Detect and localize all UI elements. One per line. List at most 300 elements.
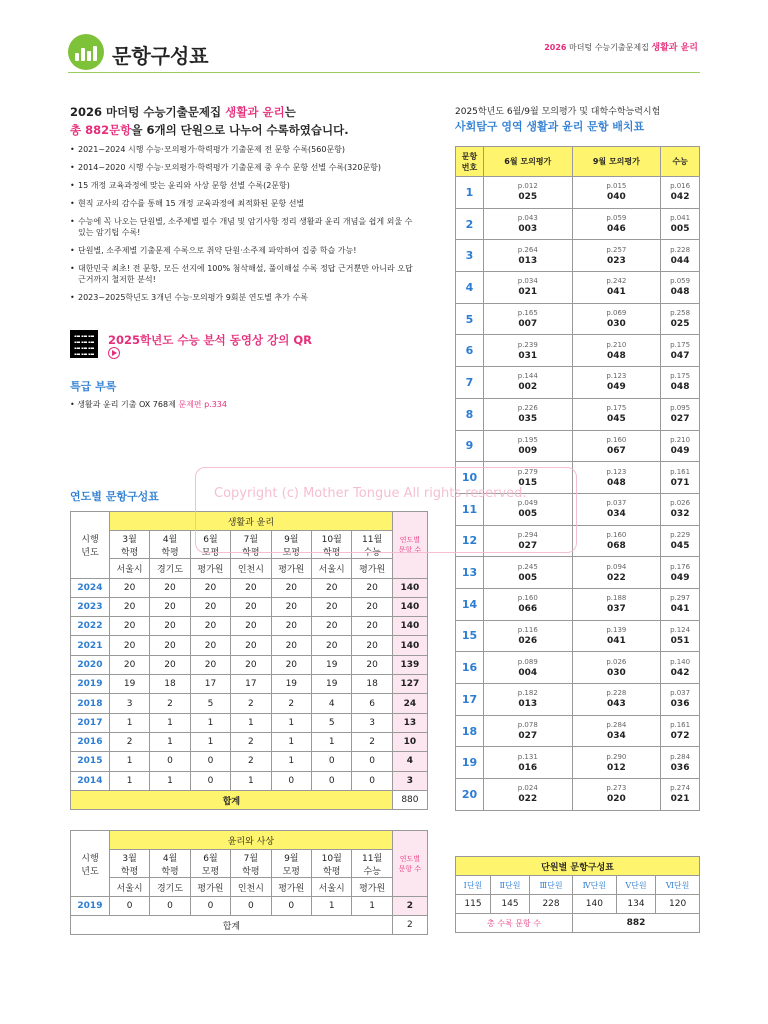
count-cell: 20 [352, 655, 392, 674]
count-cell: 0 [150, 752, 190, 771]
question-number: 12 [456, 525, 484, 557]
page-ref: p.043 [517, 214, 538, 223]
count-cell: 19 [271, 675, 311, 694]
source-header: 평가원 [271, 559, 311, 578]
placement-cell [572, 177, 661, 209]
table-row [71, 694, 428, 713]
count-cell: 20 [231, 655, 271, 674]
month-header: 10월 학평 [312, 531, 352, 559]
page-ref: p.015 [606, 182, 627, 191]
intro-suffix: 는 [284, 105, 296, 119]
unit-header: Ⅴ단원 [616, 876, 656, 895]
count-cell: 3 [109, 694, 149, 713]
page-ref: p.284 [606, 721, 627, 730]
placement-cell [484, 620, 573, 652]
question-ref: 022 [518, 794, 538, 805]
count-cell: 1 [109, 771, 149, 790]
page-ref: p.078 [517, 721, 538, 730]
intro-line-1 [70, 104, 296, 120]
placement-cell [572, 493, 661, 525]
count-cell: 17 [190, 675, 230, 694]
count-cell: 20 [312, 636, 352, 655]
placement-cell [484, 462, 573, 494]
feature-item: • 수능에 꼭 나오는 단원별, 소주제별 필수 개념 및 암기사항 정리 생활과 윤리 개념을 쉽게 외울 수 있는 암기팁 수록! [70, 216, 420, 238]
page-ref: p.245 [517, 562, 538, 571]
count-cell: 2 [150, 694, 190, 713]
placement-cell [572, 462, 661, 494]
count-cell: 20 [271, 655, 311, 674]
month-header: 7월 학평 [231, 531, 271, 559]
count-cell: 20 [271, 597, 311, 616]
source-header: 서울시 [312, 878, 352, 897]
question-ref: 030 [606, 667, 626, 678]
count-cell: 20 [231, 597, 271, 616]
page-ref: p.160 [606, 530, 627, 539]
question-ref: 020 [606, 794, 626, 805]
question-ref: 047 [670, 350, 690, 361]
table-row [456, 208, 700, 240]
unit-table-title: 단원별 문항구성표 [456, 857, 700, 876]
count-cell: 20 [312, 597, 352, 616]
question-ref: 021 [670, 794, 690, 805]
placement-cell [484, 240, 573, 272]
question-ref: 044 [670, 255, 690, 266]
count-cell: 2 [231, 752, 271, 771]
count-cell: 1 [312, 897, 352, 916]
count-cell: 0 [190, 897, 230, 916]
total-header: 연도별 문항 수 [392, 831, 427, 897]
chart-icon [68, 34, 104, 70]
placement-cell [484, 684, 573, 716]
count-cell: 20 [150, 578, 190, 597]
total-header: 연도별 문항 수 [392, 512, 427, 579]
page-ref: p.024 [517, 784, 538, 793]
placement-cell [661, 335, 700, 367]
ethics-table [70, 830, 428, 935]
count-cell: 0 [190, 752, 230, 771]
special-item-label: 생활과 윤리 기출 OX 768제 [77, 400, 176, 409]
count-cell: 20 [231, 636, 271, 655]
question-ref: 041 [606, 635, 626, 646]
placement-cell [572, 303, 661, 335]
table-row [71, 713, 428, 732]
table-row [456, 557, 700, 589]
placement-cell [572, 208, 661, 240]
table-row [456, 240, 700, 272]
year-cell: 2017 [71, 713, 110, 732]
count-cell: 1 [190, 732, 230, 751]
placement-cell [484, 779, 573, 811]
placement-cell [572, 715, 661, 747]
source-header: 인천시 [231, 559, 271, 578]
placement-cell [572, 272, 661, 304]
question-number: 16 [456, 652, 484, 684]
table-row [456, 303, 700, 335]
source-header: 평가원 [190, 559, 230, 578]
placement-cell [484, 303, 573, 335]
placement-cell [484, 430, 573, 462]
placement-cell [661, 525, 700, 557]
question-number: 6 [456, 335, 484, 367]
count-cell: 0 [352, 771, 392, 790]
placement-cell [572, 620, 661, 652]
special-appendix-item: • 생활과 윤리 기출 OX 768제 문제편 p.334 [70, 400, 227, 409]
table-row [71, 771, 428, 790]
table-row [456, 684, 700, 716]
question-number: 17 [456, 684, 484, 716]
placement-cell [572, 652, 661, 684]
month-header: 3월 학평 [109, 531, 149, 559]
page-ref: p.123 [606, 372, 627, 381]
count-cell: 1 [271, 713, 311, 732]
count-cell: 20 [109, 617, 149, 636]
feature-list [70, 144, 420, 310]
question-ref: 025 [518, 192, 538, 203]
year-total-cell: 140 [392, 597, 427, 616]
sum-value: 880 [392, 790, 427, 809]
series-name: 마더텅 수능기출문제집 [569, 43, 649, 52]
question-ref: 022 [606, 572, 626, 583]
page-ref: p.175 [670, 340, 691, 349]
placement-cell [661, 303, 700, 335]
table-row [456, 588, 700, 620]
placement-cell [572, 430, 661, 462]
count-cell: 2 [231, 694, 271, 713]
count-cell: 1 [312, 732, 352, 751]
total-value: 882 [573, 914, 700, 933]
unit-table [455, 856, 700, 933]
year-cell: 2021 [71, 636, 110, 655]
question-ref: 071 [670, 477, 690, 488]
table-row [456, 335, 700, 367]
table-row [456, 177, 700, 209]
placement-cell [661, 620, 700, 652]
page-ref: p.160 [517, 594, 538, 603]
placement-cell [661, 493, 700, 525]
page-ref: p.229 [670, 530, 691, 539]
placement-cell [661, 430, 700, 462]
count-cell: 5 [312, 713, 352, 732]
source-header: 서울시 [312, 559, 352, 578]
count-cell: 20 [190, 617, 230, 636]
page-ref: p.139 [606, 625, 627, 634]
count-cell: 1 [271, 732, 311, 751]
question-ref: 066 [518, 604, 538, 615]
year-cell: 2019 [71, 675, 110, 694]
placement-cell [484, 493, 573, 525]
feature-item: • 2014~2020 시행 수능·모의평가·학력평가 기출문제 중 우수 문항 선별 수록(320문항) [70, 162, 420, 173]
question-ref: 007 [518, 319, 538, 330]
table-row [456, 430, 700, 462]
question-ref: 041 [670, 604, 690, 615]
placement-cell [572, 240, 661, 272]
count-cell: 20 [150, 655, 190, 674]
placement-cell [661, 715, 700, 747]
question-ref: 048 [606, 477, 626, 488]
placement-cell [484, 367, 573, 399]
play-icon[interactable] [108, 347, 120, 359]
question-number: 19 [456, 747, 484, 779]
col-header-exam: 수능 [661, 147, 700, 177]
question-number: 8 [456, 398, 484, 430]
count-cell: 19 [109, 675, 149, 694]
page-ref: p.290 [606, 752, 627, 761]
table-row [71, 636, 428, 655]
question-ref: 042 [670, 667, 690, 678]
question-ref: 027 [670, 414, 690, 425]
count-cell: 6 [352, 694, 392, 713]
question-ref: 016 [518, 762, 538, 773]
page-ref: p.273 [606, 784, 627, 793]
placement-cell [484, 398, 573, 430]
count-cell: 0 [231, 897, 271, 916]
count-cell: 19 [312, 655, 352, 674]
question-ref: 067 [606, 445, 626, 456]
year-cell: 2020 [71, 655, 110, 674]
unit-header: Ⅲ단원 [530, 876, 573, 895]
year-cell: 2019 [71, 897, 110, 916]
table-row [456, 715, 700, 747]
unit-count: 140 [573, 895, 617, 914]
page-ref: p.069 [606, 309, 627, 318]
count-cell: 1 [109, 752, 149, 771]
month-header: 11월 수능 [352, 531, 392, 559]
placement-cell [661, 240, 700, 272]
placement-cell [572, 747, 661, 779]
source-header: 평가원 [352, 559, 392, 578]
placement-cell [661, 588, 700, 620]
count-cell: 20 [150, 636, 190, 655]
feature-item: • 단원별, 소주제별 기출문제 수록으로 취약 단원·소주제 파악하여 집중 학습 가능! [70, 245, 420, 256]
month-header: 6월 모평 [190, 531, 230, 559]
page-ref: p.012 [517, 182, 538, 191]
special-appendix-title: 특급 부록 [70, 380, 117, 393]
page-ref: p.037 [670, 689, 691, 698]
count-cell: 20 [271, 636, 311, 655]
placement-cell [661, 652, 700, 684]
count-cell: 0 [312, 752, 352, 771]
count-cell: 20 [109, 578, 149, 597]
subject-header: 생활과 윤리 [109, 512, 392, 531]
placement-cell [572, 335, 661, 367]
unit-header: Ⅱ단원 [490, 876, 529, 895]
feature-item: • 2023~2025학년도 3개년 수능·모의평가 9회분 연도별 추가 수록 [70, 292, 420, 303]
question-ref: 036 [670, 762, 690, 773]
series-label [544, 40, 698, 53]
page-ref: p.258 [670, 309, 691, 318]
question-ref: 042 [670, 192, 690, 203]
count-cell: 1 [150, 713, 190, 732]
sum-label: 합계 [71, 916, 393, 935]
year-total-cell: 139 [392, 655, 427, 674]
question-ref: 015 [518, 477, 538, 488]
page-ref: p.059 [670, 277, 691, 286]
count-cell: 0 [271, 897, 311, 916]
page-ref: p.176 [670, 562, 691, 571]
intro-total: 총 882문항 [70, 123, 132, 137]
page-ref: p.059 [606, 214, 627, 223]
count-cell: 2 [271, 694, 311, 713]
question-ref: 068 [606, 540, 626, 551]
page-ref: p.034 [517, 277, 538, 286]
page-ref: p.161 [670, 467, 691, 476]
sum-label: 합계 [71, 790, 393, 809]
count-cell: 1 [352, 897, 392, 916]
question-ref: 002 [518, 382, 538, 393]
table-row [71, 655, 428, 674]
placement-cell [484, 177, 573, 209]
qr-lecture-link[interactable]: 2025학년도 수능 분석 동영상 강의 QR [108, 333, 312, 347]
page-ref: p.144 [517, 372, 538, 381]
question-ref: 045 [670, 540, 690, 551]
question-number: 18 [456, 715, 484, 747]
count-cell: 3 [352, 713, 392, 732]
placement-cell [661, 272, 700, 304]
year-cell: 2022 [71, 617, 110, 636]
feature-item: • 대한민국 최초! 전 문항, 모든 선지에 100% 첨삭해설, 풀이해설 수록 정답 근거뿐만 아니라 오답 근거까지 철저한 분석! [70, 263, 420, 285]
placement-cell [661, 367, 700, 399]
page-ref: p.297 [670, 594, 691, 603]
page-ref: p.026 [670, 499, 691, 508]
count-cell: 18 [352, 675, 392, 694]
question-ref: 045 [606, 414, 626, 425]
question-ref: 030 [606, 319, 626, 330]
page-ref: p.161 [670, 721, 691, 730]
col-header-exam: 9월 모의평가 [572, 147, 661, 177]
placement-title: 2025학년도 6월/9월 모의평가 및 대학수학능력시험 [455, 107, 661, 117]
question-ref: 013 [518, 699, 538, 710]
page-ref: p.195 [517, 435, 538, 444]
unit-header: Ⅰ단원 [456, 876, 491, 895]
placement-cell [484, 715, 573, 747]
placement-cell [661, 779, 700, 811]
page-ref: p.210 [670, 435, 691, 444]
page-ref: p.228 [606, 689, 627, 698]
page-ref: p.095 [670, 404, 691, 413]
question-ref: 046 [606, 224, 626, 235]
count-cell: 1 [150, 771, 190, 790]
question-number: 7 [456, 367, 484, 399]
question-ref: 004 [518, 667, 538, 678]
intro-prefix: 2026 마더텅 수능기출문제집 [70, 105, 222, 119]
count-cell: 1 [109, 713, 149, 732]
page-ref: p.228 [670, 245, 691, 254]
count-cell: 20 [312, 578, 352, 597]
yearly-table [70, 511, 428, 810]
question-ref: 051 [670, 635, 690, 646]
question-ref: 034 [606, 731, 626, 742]
question-ref: 027 [518, 540, 538, 551]
count-cell: 20 [190, 636, 230, 655]
placement-cell [572, 525, 661, 557]
page-ref: p.257 [606, 245, 627, 254]
intro-desc: 을 6개의 단원으로 나누어 수록하였습니다. [131, 123, 349, 137]
count-cell: 1 [271, 752, 311, 771]
total-label: 총 수록 문항 수 [456, 914, 573, 933]
unit-header: Ⅳ단원 [573, 876, 617, 895]
question-ref: 048 [606, 350, 626, 361]
question-number: 20 [456, 779, 484, 811]
page-ref: p.239 [517, 340, 538, 349]
page-ref: p.089 [517, 657, 538, 666]
placement-cell [661, 208, 700, 240]
month-header: 3월 학평 [109, 850, 149, 878]
count-cell: 1 [150, 732, 190, 751]
feature-item: • 15 개정 교육과정에 맞는 윤리와 사상 문항 선별 수록(2문항) [70, 180, 420, 191]
table-row [71, 752, 428, 771]
unit-count: 115 [456, 895, 491, 914]
count-cell: 0 [271, 771, 311, 790]
unit-count: 228 [530, 895, 573, 914]
page-ref: p.123 [606, 467, 627, 476]
page-ref: p.242 [606, 277, 627, 286]
question-ref: 048 [670, 287, 690, 298]
unit-count: 134 [616, 895, 656, 914]
source-header: 경기도 [150, 559, 190, 578]
source-header: 평가원 [271, 878, 311, 897]
count-cell: 20 [352, 617, 392, 636]
page-ref: p.279 [517, 467, 538, 476]
placement-cell [572, 557, 661, 589]
year-cell: 2023 [71, 597, 110, 616]
count-cell: 17 [231, 675, 271, 694]
col-header-exam: 6월 모의평가 [484, 147, 573, 177]
question-ref: 032 [670, 509, 690, 520]
intro-subject: 생활과 윤리 [225, 105, 285, 119]
page-ref: p.094 [606, 562, 627, 571]
count-cell: 20 [190, 578, 230, 597]
qr-code-icon[interactable] [70, 330, 98, 358]
placement-cell [484, 652, 573, 684]
count-cell: 20 [109, 655, 149, 674]
series-subject: 생활과 윤리 [651, 43, 698, 53]
year-cell: 2018 [71, 694, 110, 713]
count-cell: 0 [109, 897, 149, 916]
question-ref: 026 [518, 635, 538, 646]
year-cell: 2024 [71, 578, 110, 597]
placement-cell [661, 462, 700, 494]
col-header-number: 문항 번호 [456, 147, 484, 177]
count-cell: 20 [231, 617, 271, 636]
table-row [456, 525, 700, 557]
page-ref: p.140 [670, 657, 691, 666]
table-row [456, 367, 700, 399]
question-ref: 021 [518, 287, 538, 298]
count-cell: 20 [150, 617, 190, 636]
count-cell: 20 [352, 636, 392, 655]
page-ref: p.175 [606, 404, 627, 413]
question-ref: 037 [606, 604, 626, 615]
question-number: 4 [456, 272, 484, 304]
feature-item: • 2021~2024 시행 수능·모의평가·학력평가 기출문제 전 문항 수록(560문항) [70, 144, 420, 155]
question-ref: 049 [670, 445, 690, 456]
question-ref: 035 [518, 414, 538, 425]
table-row [456, 779, 700, 811]
count-cell: 19 [312, 675, 352, 694]
table-row [71, 732, 428, 751]
year-total-cell: 13 [392, 713, 427, 732]
table-row [71, 578, 428, 597]
header-divider [68, 72, 700, 73]
question-ref: 041 [606, 287, 626, 298]
source-header: 평가원 [190, 878, 230, 897]
count-cell: 4 [312, 694, 352, 713]
placement-table [455, 146, 700, 811]
unit-count: 120 [656, 895, 700, 914]
placement-cell [484, 557, 573, 589]
count-cell: 20 [190, 597, 230, 616]
question-number: 9 [456, 430, 484, 462]
